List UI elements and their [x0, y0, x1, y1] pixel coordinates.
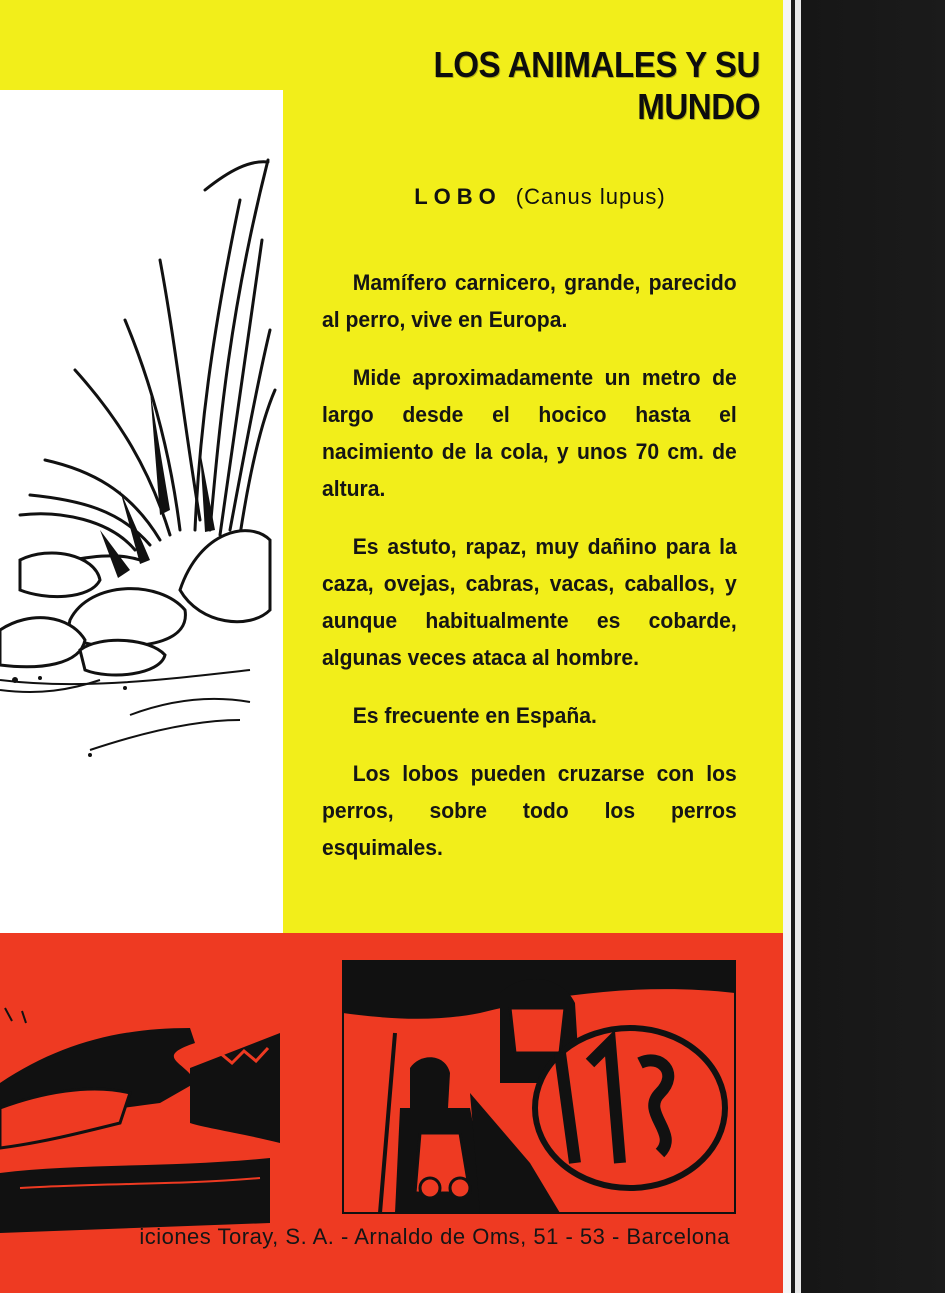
entry-heading [300, 184, 780, 210]
publisher-line: iciones Toray, S. A. - Arnaldo de Oms, 51 - 53 - Barcelona [139, 1224, 730, 1249]
paragraph: Los lobos pueden cruzarse con los perros, sobre todo los perros esquimales. [322, 761, 737, 860]
paragraph: Mide aproximadamente un metro de largo desde el hocico hasta el nacimiento de la cola, y unos 70 cm. de altura. [322, 365, 737, 501]
paragraph: Es frecuente en España. [352, 703, 597, 728]
comic-ad-band [0, 933, 783, 1293]
entry-name: LOBO [414, 184, 502, 209]
entry-description [322, 264, 737, 887]
book-spine-edge [783, 0, 945, 1293]
paragraph: Mamífero carnicero, grande, parecido al perro, vive en Europa. [322, 270, 737, 332]
scientific-name: (Canus lupus) [515, 184, 666, 209]
grass-rocks-drawing [0, 90, 283, 973]
paragraph: Es astuto, rapaz, muy dañino para la caza, ovejas, cabras, vacas, caballos, y aunque habitualmente es cobarde, algunas veces ataca al hombre. [322, 534, 737, 670]
crocodile-drawing [0, 1008, 280, 1233]
page-title: LOS ANIMALES Y SU MUNDO [433, 44, 760, 127]
wolf-illustration-panel [0, 90, 283, 973]
warrior-drawing [343, 961, 735, 1213]
